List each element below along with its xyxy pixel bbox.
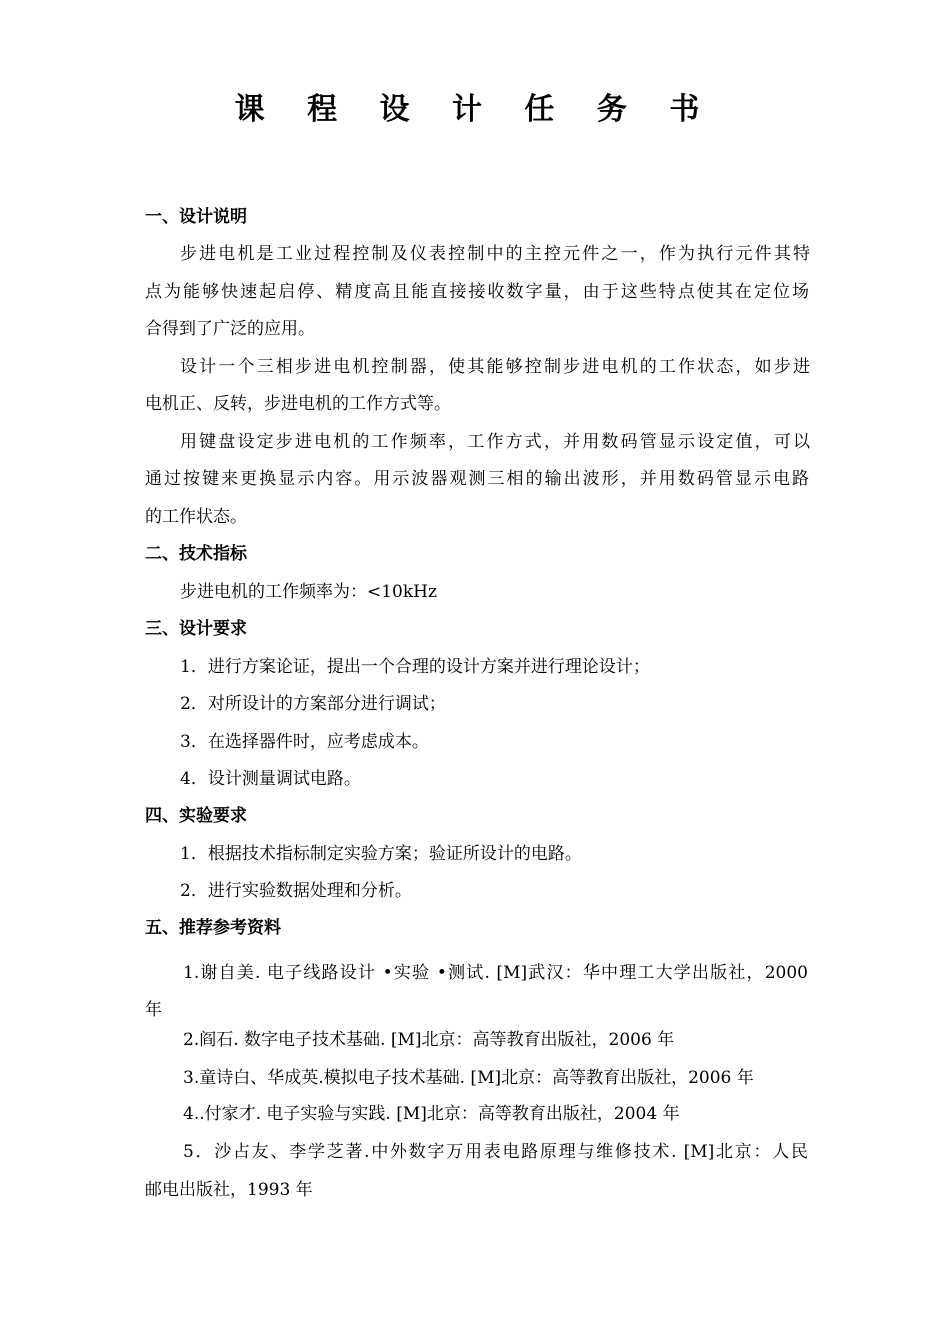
reference-item-continuation: 邮电出版社，1993 年 — [145, 1180, 313, 1200]
section-heading-design-description: 一、设计说明 — [145, 207, 247, 227]
page-title: 课 程 设 计 任 务 书 — [234, 92, 716, 127]
spec-text: 步进电机的工作频率为：<10kHz — [180, 582, 437, 602]
reference-item: 3.童诗白、华成英.模拟电子技术基础. [M]北京：高等教育出版社，2006 年 — [183, 1068, 754, 1088]
paragraph-line: 电机正、反转，步进电机的工作方式等。 — [145, 394, 451, 414]
list-item: 2．进行实验数据处理和分析。 — [180, 881, 412, 901]
paragraph-line: 的工作状态。 — [145, 507, 247, 527]
reference-item-continuation: 年 — [145, 1000, 162, 1020]
list-item: 3．在选择器件时，应考虑成本。 — [180, 732, 429, 752]
paragraph-line: 点为能够快速起启停、精度高且能直接接收数字量，由于这些特点使其在定位场 — [145, 282, 809, 302]
list-item: 1．进行方案论证，提出一个合理的设计方案并进行理论设计； — [180, 657, 650, 677]
section-heading-references: 五、推荐参考资料 — [145, 918, 281, 938]
reference-item: 5．沙占友、李学芝著.中外数字万用表电路原理与维修技术. [M]北京：人民 — [183, 1142, 808, 1162]
list-item: 1．根据技术指标制定实验方案；验证所设计的电路。 — [180, 844, 582, 864]
reference-item: 2.阎石. 数字电子技术基础. [M]北京：高等教育出版社，2006 年 — [183, 1030, 675, 1050]
reference-item: 4..付家才. 电子实验与实践. [M]北京：高等教育出版社，2004 年 — [183, 1104, 680, 1124]
paragraph-line: 步进电机是工业过程控制及仪表控制中的主控元件之一，作为执行元件其特 — [180, 244, 810, 264]
section-heading-experiment-requirements: 四、实验要求 — [145, 806, 247, 826]
paragraph-line: 用键盘设定步进电机的工作频率，工作方式，并用数码管显示设定值，可以 — [180, 432, 810, 452]
section-heading-design-requirements: 三、设计要求 — [145, 619, 247, 639]
paragraph-line: 通过按键来更换显示内容。用示波器观测三相的输出波形，并用数码管显示电路 — [145, 469, 809, 489]
list-item: 2．对所设计的方案部分进行调试； — [180, 694, 446, 714]
paragraph-line: 合得到了广泛的应用。 — [145, 319, 315, 339]
list-item: 4．设计测量调试电路。 — [180, 769, 361, 789]
reference-item: 1.谢自美. 电子线路设计 •实验 •测试. [M]武汉：华中理工大学出版社，2000 — [183, 963, 808, 983]
section-heading-technical-specs: 二、技术指标 — [145, 544, 247, 564]
paragraph-line: 设计一个三相步进电机控制器，使其能够控制步进电机的工作状态，如步进 — [180, 357, 810, 377]
